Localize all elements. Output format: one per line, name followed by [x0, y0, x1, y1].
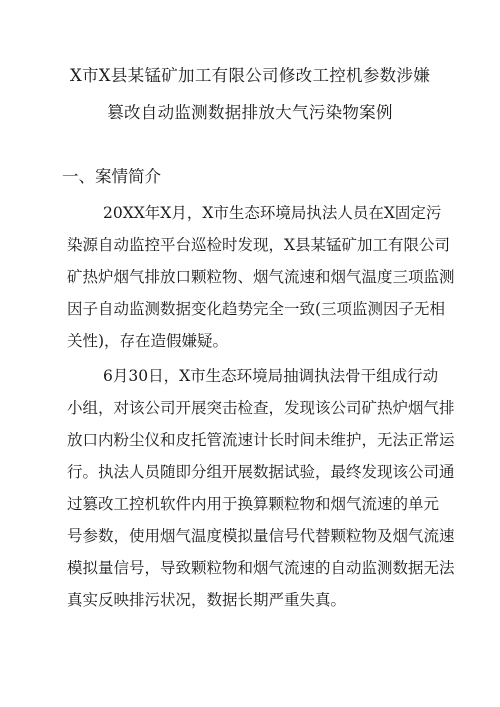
paragraph-2-line: 模拟量信号，导致颗粒物和烟气流速的自动监测数据无法: [67, 559, 455, 577]
paragraph-2-line: 号参数，使用烟气温度模拟量信号代替颗粒物及烟气流速: [67, 527, 455, 545]
paragraph-2-line: 小组，对该公司开展突击检查，发现该公司矿热炉烟气排: [67, 399, 455, 417]
document-title-line-1: X市X县某锰矿加工有限公司修改工控机参数涉嫌: [69, 66, 431, 85]
paragraph-1-line: 20XX年X月，X市生态环境局执法人员在X固定污: [103, 204, 442, 222]
document-title-line-2: 篡改自动监测数据排放大气污染物案例: [107, 103, 393, 122]
paragraph-1-line: 关性)，存在造假嫌疑。: [67, 332, 229, 350]
paragraph-2-line: 过篡改工控机软件内用于换算颗粒物和烟气流速的单元: [67, 495, 440, 513]
paragraph-1-line: 矿热炉烟气排放口颗粒物、烟气流速和烟气温度三项监测: [67, 268, 455, 286]
paragraph-2-line: 放口内粉尘仪和皮托管流速计长时间未维护，无法正常运: [67, 431, 455, 449]
section-heading: 一、案情简介: [62, 167, 161, 186]
paragraph-2-line: 6月30日，X市生态环境局抽调执法骨干组成行动: [103, 367, 439, 385]
paragraph-1-line: 染源自动监控平台巡检时发现，X县某锰矿加工有限公司: [67, 236, 451, 254]
paragraph-2-line: 真实反映排污状况，数据长期严重失真。: [67, 591, 347, 609]
paragraph-1-line: 因子自动监测数据变化趋势完全一致(三项监测因子无相: [67, 300, 446, 318]
paragraph-2-line: 行。执法人员随即分组开展数据试验，最终发现该公司通: [67, 463, 455, 481]
